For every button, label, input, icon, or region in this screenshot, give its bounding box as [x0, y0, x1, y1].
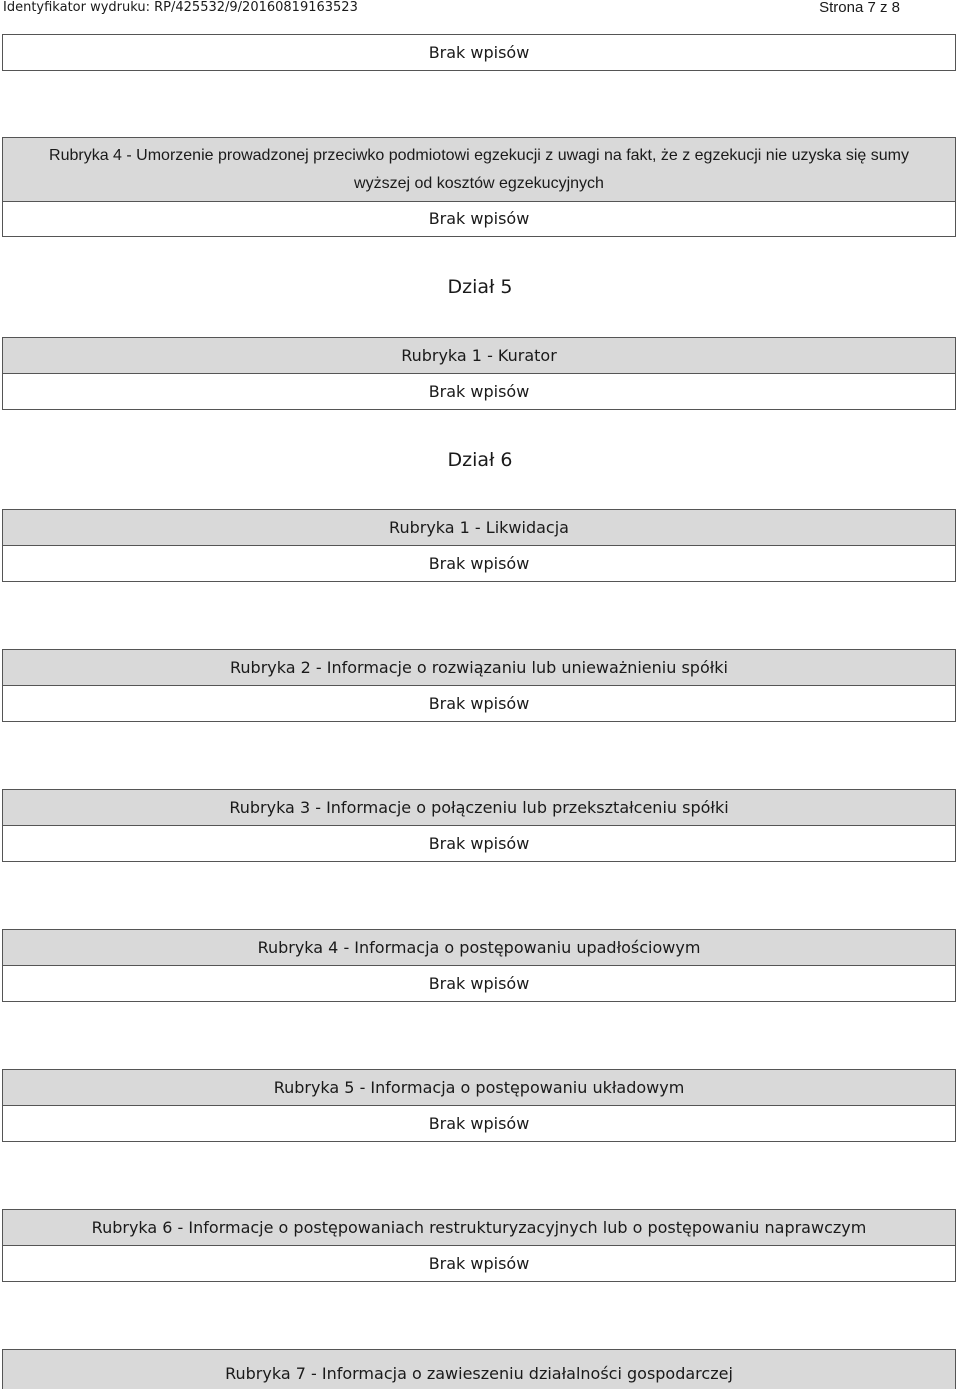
empty-entry-text: Brak wpisów [428, 553, 530, 573]
rubryka-title: Rubryka 1 - Kurator [401, 345, 557, 365]
print-identifier: Identyfikator wydruku: RP/425532/9/20160819163523 [3, 0, 358, 15]
rubryka-title: Rubryka 6 - Informacje o postępowaniach restrukturyzacyjnych lub o postępowaniu naprawczym [91, 1217, 867, 1237]
page-number: Strona 7 z 8 [819, 0, 900, 16]
empty-entry-box [2, 373, 956, 410]
rubryka-header [2, 1069, 956, 1106]
rubryka-header [2, 337, 956, 374]
empty-entry-box [2, 201, 956, 237]
empty-entry-box [2, 1105, 956, 1142]
empty-entry-text: Brak wpisów [428, 1253, 530, 1273]
empty-entry-box [2, 1245, 956, 1282]
empty-entry-box [2, 685, 956, 722]
rubryka-header [2, 1349, 956, 1389]
rubryka-header [2, 137, 956, 202]
rubryka-title: Rubryka 3 - Informacje o połączeniu lub przekształceniu spółki [229, 797, 729, 817]
section-title: Dział 5 [447, 276, 513, 298]
empty-entry-text: Brak wpisów [428, 381, 530, 401]
rubryka-title: Rubryka 7 - Informacja o zawieszeniu działalności gospodarczej [225, 1363, 733, 1383]
empty-entry-text: Brak wpisów [428, 209, 530, 228]
empty-entry-box [2, 34, 956, 71]
rubryka-header [2, 509, 956, 546]
empty-entry-text: Brak wpisów [428, 973, 530, 993]
rubryka-title: Rubryka 2 - Informacje o rozwiązaniu lub unieważnieniu spółki [230, 657, 728, 677]
rubryka-header [2, 929, 956, 966]
rubryka-title: Rubryka 1 - Likwidacja [389, 517, 569, 537]
rubryka-header [2, 649, 956, 686]
empty-entry-box [2, 965, 956, 1002]
empty-entry-text: Brak wpisów [428, 1113, 530, 1133]
rubryka-title: Rubryka 4 - Umorzenie prowadzonej przeciwko podmiotowi egzekucji z uwagi na fakt, że z egzekucji nie uzyska się sumy wyższej od kosztów egzekucyjnych [49, 146, 909, 192]
empty-entry-text: Brak wpisów [428, 42, 530, 62]
rubryka-header [2, 789, 956, 826]
empty-entry-text: Brak wpisów [428, 833, 530, 853]
empty-entry-text: Brak wpisów [428, 693, 530, 713]
print-header [0, 0, 960, 18]
empty-entry-box [2, 825, 956, 862]
rubryka-title: Rubryka 4 - Informacja o postępowaniu upadłościowym [257, 937, 701, 957]
rubryka-title: Rubryka 5 - Informacja o postępowaniu układowym [273, 1077, 685, 1097]
rubryka-header [2, 1209, 956, 1246]
section-title: Dział 6 [447, 449, 513, 471]
empty-entry-box [2, 545, 956, 582]
